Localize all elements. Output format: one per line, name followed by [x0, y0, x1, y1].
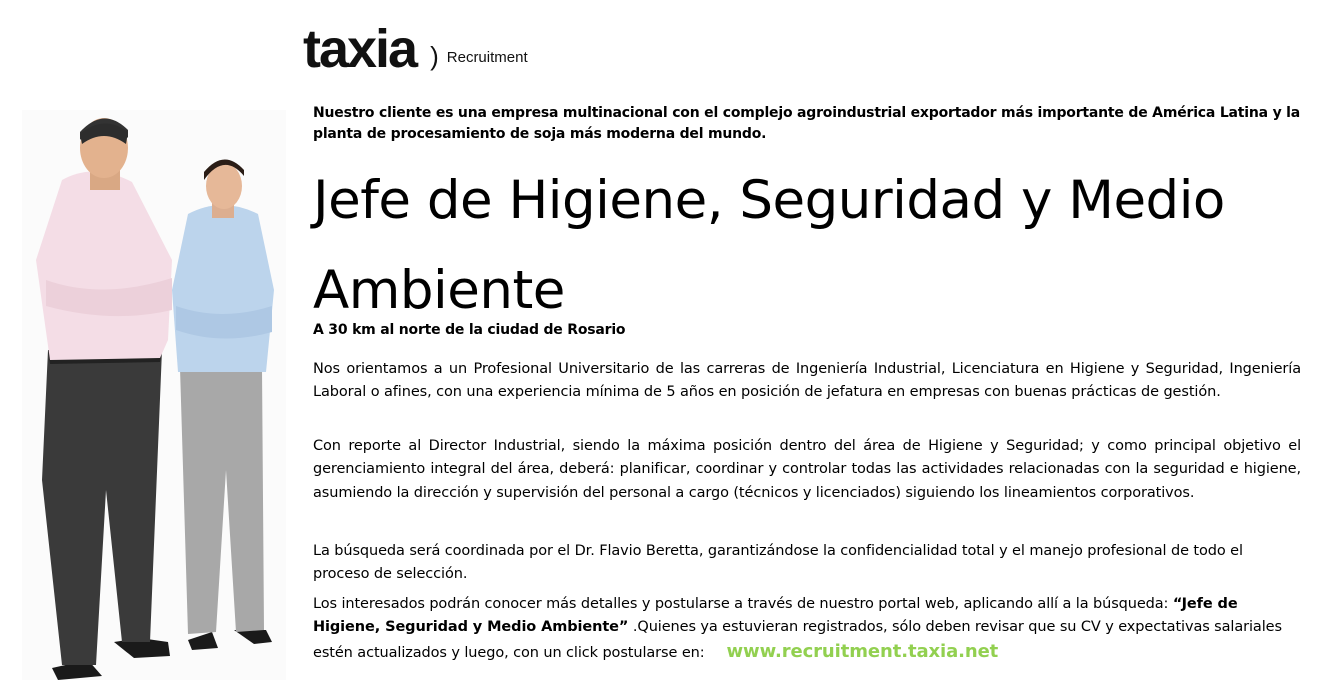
taxia-logo: [303, 19, 528, 79]
apply-paragraph: [313, 593, 1301, 665]
job-location: A 30 km al norte de la ciudad de Rosario: [313, 322, 626, 338]
logo-tagline: Recruitment: [446, 49, 528, 66]
role-paragraph: Con reporte al Director Industrial, siendo la máxima posición dentro del área de Higiene y Seguridad; y como principal objetivo el gerenciamiento integral del área, deberá: planificar, coordinar y controlar todas las actividades relacionadas con la seguridad e higiene, asumiendo la dirección y supervisión del personal a cargo (técnicos y licenciados) siguiendo los lineamientos corporativos.: [313, 438, 1301, 501]
logo-wordmark: taxia: [303, 19, 417, 79]
logo-separator: ): [430, 41, 439, 71]
apply-text: Los interesados podrán conocer más detalles y postularse a través de nuestro portal web, aplicando allí a la búsqueda:: [313, 596, 1173, 612]
client-intro: Nuestro cliente es una empresa multinacional con el complejo agroindustrial exportador más importante de América Latina y la planta de procesamiento de soja más moderna del mundo.: [313, 105, 1301, 142]
search-paragraph: La búsqueda será coordinada por el Dr. Flavio Beretta, garantizándose la confidencialidad total y el manejo profesional de todo el proceso de selección.: [313, 543, 1243, 583]
job-title: Jefe de Higiene, Seguridad y Medio Ambiente: [313, 170, 1225, 321]
website-link[interactable]: www.recruitment.taxia.net: [726, 640, 999, 662]
professionals-photo: [22, 110, 286, 680]
apply-instructions: .Quienes ya estuvieran registrados, sólo deben revisar que su CV y expectativas salariales estén actualizados y luego, con un click postularse en:: [313, 619, 1282, 661]
profile-paragraph: Nos orientamos a un Profesional Universitario de las carreras de Ingeniería Industrial, Licenciatura en Higiene y Seguridad, Ingeniería Laboral o afines, con una experiencia mínima de 5 años en posición de jefatura en empresas con buenas prácticas de gestión.: [313, 361, 1301, 401]
apply-position-title: “Jefe de Higiene, Seguridad y Medio Ambiente”: [313, 596, 1238, 636]
